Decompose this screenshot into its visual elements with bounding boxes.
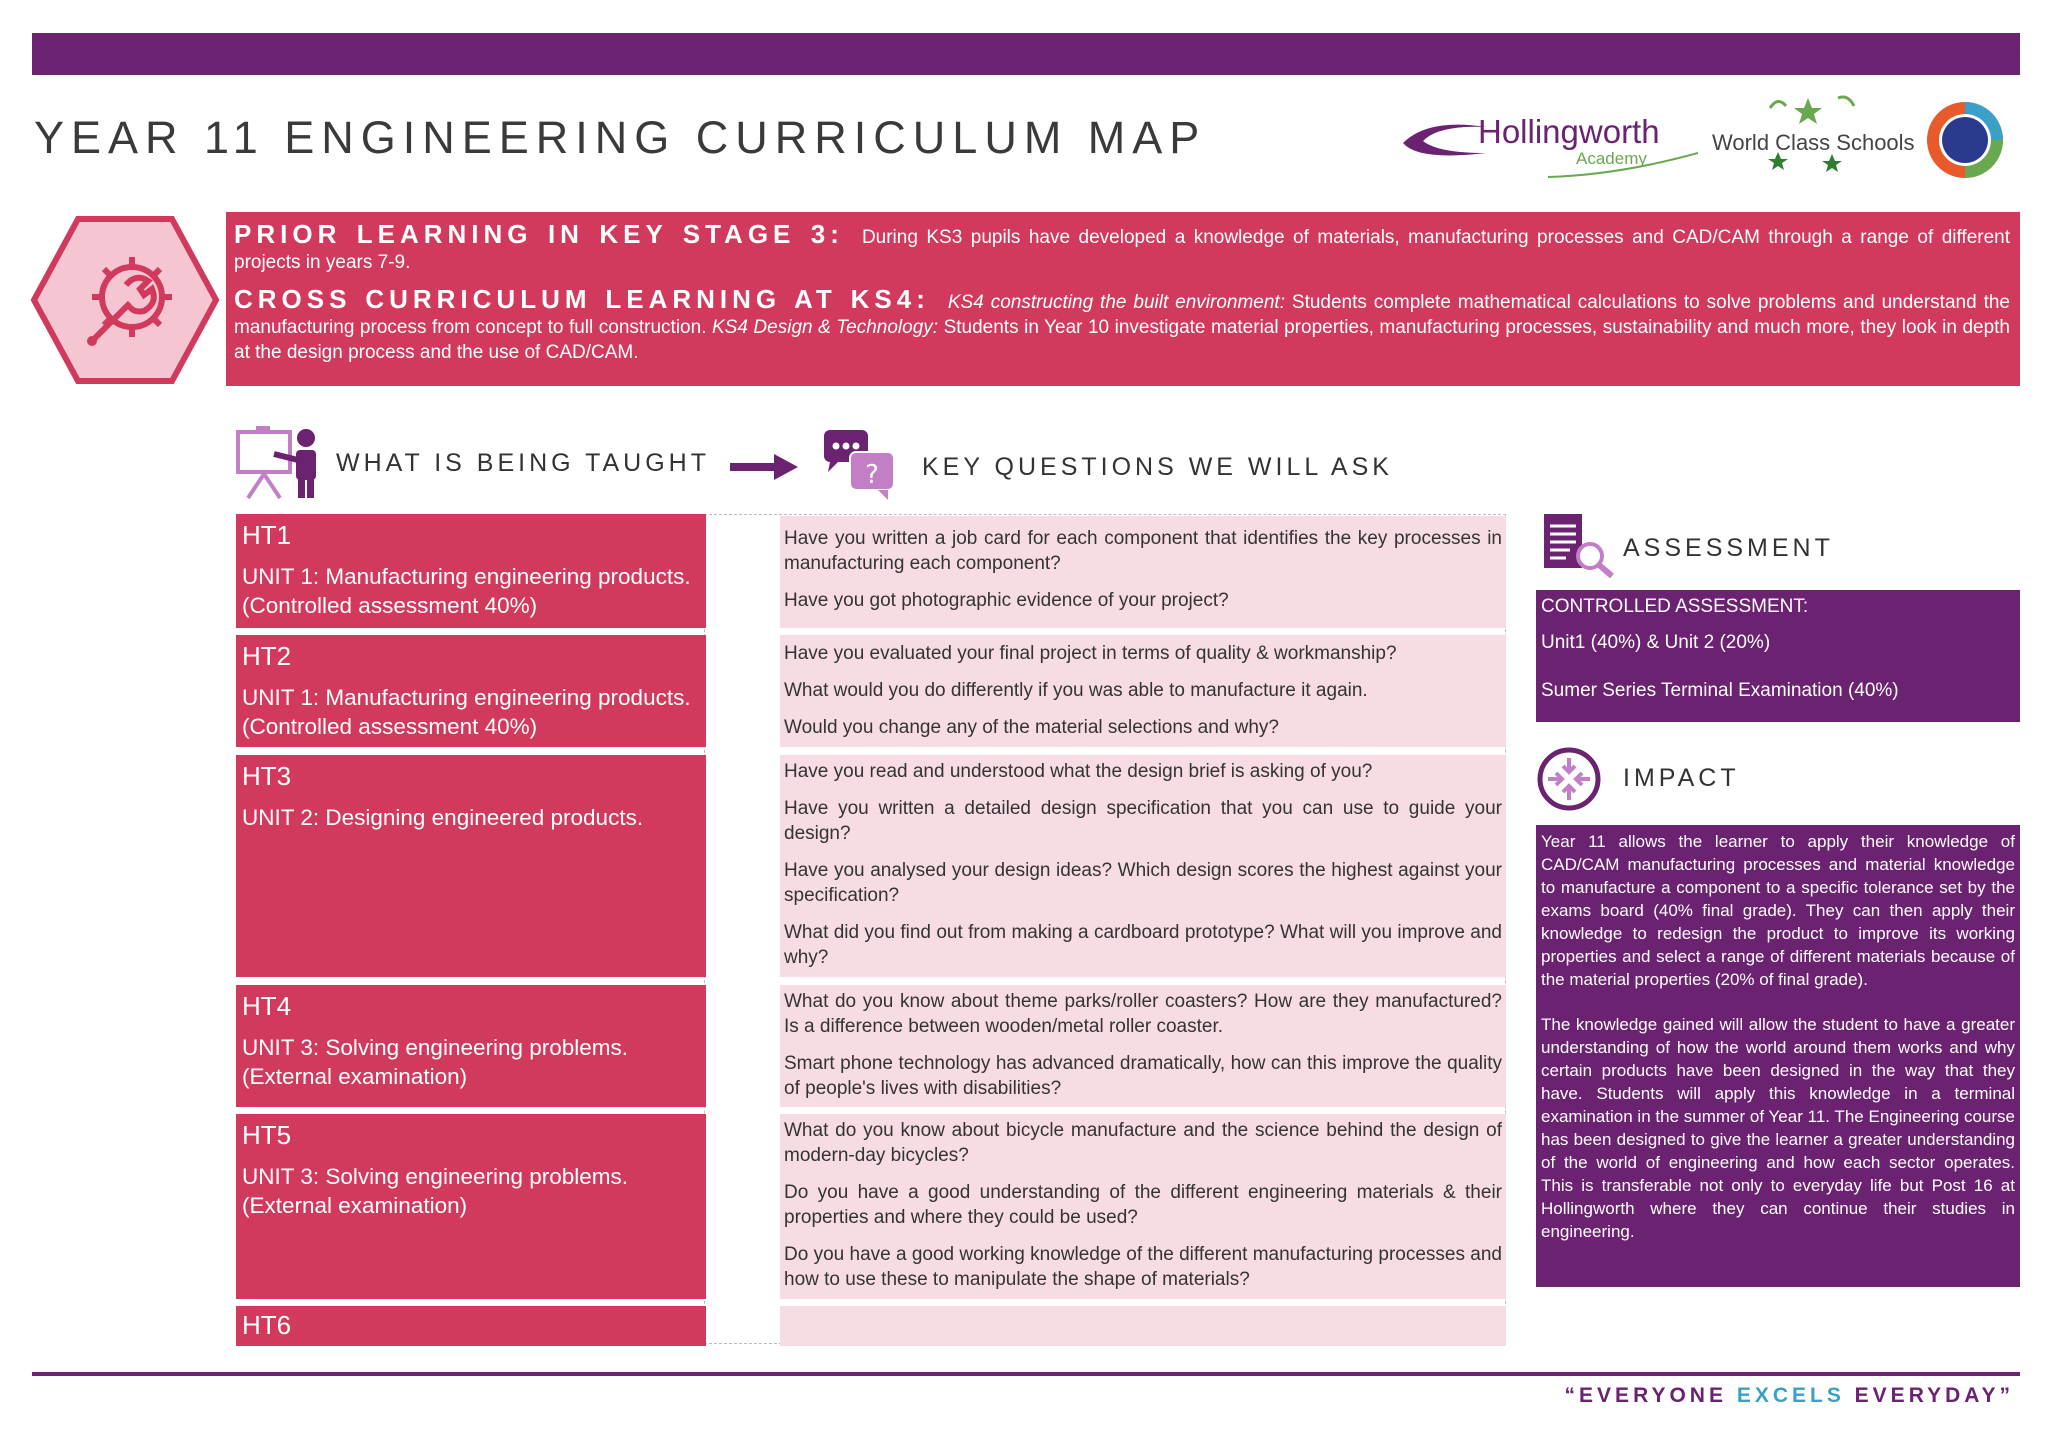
prior-learning-text (234, 219, 2010, 275)
underline-swoosh-icon (1398, 105, 1698, 185)
ht4-questions (780, 985, 1506, 1107)
badge-icon (1925, 100, 2005, 180)
taught-heading: WHAT IS BEING TAUGHT (336, 449, 711, 477)
ht5-label: HT5 (242, 1120, 292, 1150)
question-item: Have you read and understood what the design brief is asking of you? (784, 761, 1373, 782)
ht4-block (236, 985, 706, 1107)
world-class-schools-logo (1708, 92, 1918, 192)
assessment-heading: ASSESSMENT (1623, 534, 1834, 562)
engineering-hexagon-icon (30, 215, 220, 385)
question-item: What do you know about theme parks/roller coasters? How are they manufactured? Is a difference between wooden/metal roller coaster. (784, 991, 1502, 1037)
cross-ks4-built-label: KS4 constructing the built environment: (947, 292, 1285, 313)
motto (1565, 1384, 2014, 1408)
ht5-block (236, 1114, 706, 1299)
assessment-document-icon (1540, 512, 1616, 578)
questions-heading: KEY QUESTIONS WE WILL ASK (922, 453, 1393, 481)
arrow-right-icon (730, 452, 800, 482)
ht2-block (236, 635, 706, 747)
ht1-unit: UNIT 1: Manufacturing engineering products. (Controlled assessment 40%) (242, 564, 691, 618)
cross-ks4-dt-label: KS4 Design & Technology: (712, 317, 939, 338)
ht3-label: HT3 (242, 761, 292, 791)
question-item: Would you change any of the material selections and why? (784, 717, 1280, 738)
hollingworth-academy-logo (1398, 105, 1698, 185)
impact-paragraph-1: Year 11 allows the learner to apply their knowledge of CAD/CAM manufacturing processes and material knowledge to manufacture a component to a specific tolerance set by the exams board (40% final grade). They can then apply their knowledge to redesign the product to improve its working properties and select a range of different materials because of the material properties (20% of final grade). (1541, 832, 2015, 989)
motto-everyday: EVERYDAY” (1854, 1384, 2014, 1407)
impact-heading: IMPACT (1623, 764, 1740, 792)
ht3-questions (780, 755, 1506, 977)
motto-everyone: “EVERYONE (1564, 1384, 1737, 1407)
question-item: Have you analysed your design ideas? Which design scores the highest against your specification? (784, 860, 1502, 906)
question-item: Have you evaluated your final project in terms of quality & workmanship? (784, 643, 1397, 664)
question-item: Do you have a good understanding of the different engineering materials & their properties and where they could be used? (784, 1182, 1502, 1228)
logo-hollingworth-text: Hollingworth (1478, 113, 1660, 150)
ht6-label: HT6 (242, 1310, 292, 1340)
ht1-label: HT1 (242, 520, 292, 550)
impact-target-icon (1536, 746, 1602, 812)
logo-academy-text: Academy (1576, 149, 1647, 168)
ht3-block (236, 755, 706, 977)
question-item: What did you find out from making a cardboard prototype? What will you improve and why? (784, 922, 1502, 968)
footer-line (32, 1372, 2020, 1376)
ht1-questions (780, 516, 1506, 628)
controlled-assessment-label: CONTROLLED ASSESSMENT: (1541, 596, 1809, 617)
assessment-units: Unit1 (40%) & Unit 2 (20%) (1541, 632, 1771, 653)
prior-learning-body: During KS3 pupils have developed a knowledge of materials, manufacturing processes and CAD/CAM through a range of different projects in years 7-9. (234, 227, 2010, 273)
ht2-unit: UNIT 1: Manufacturing engineering products. (Controlled assessment 40%) (242, 685, 691, 739)
question-item: Have you got photographic evidence of your project? (784, 590, 1229, 611)
ht6-block (236, 1306, 706, 1346)
ht5-unit: UNIT 3: Solving engineering problems. (External examination) (242, 1164, 629, 1218)
ht2-label: HT2 (242, 641, 292, 671)
cross-curriculum-heading: CROSS CURRICULUM LEARNING AT KS4: (234, 284, 930, 314)
cross-curriculum-text (234, 284, 2010, 365)
everyone-excels-badge (1925, 100, 2005, 180)
ht4-label: HT4 (242, 991, 292, 1021)
page-title: YEAR 11 ENGINEERING CURRICULUM MAP (34, 112, 1207, 163)
question-item: What do you know about bicycle manufacture and the science behind the design of modern-day bicycles? (784, 1120, 1502, 1166)
assessment-exam: Sumer Series Terminal Examination (40%) (1541, 680, 1899, 701)
cross-ks4-dt-text: Students in Year 10 investigate material properties, manufacturing processes, sustainability and much more, they look in depth at the design process and the use of CAD/CAM. (234, 317, 2010, 363)
cross-ks4-built-text: Students complete mathematical calculations to solve problems and understand the manufacturing process from concept to full construction. (234, 292, 2010, 338)
prior-learning-heading: PRIOR LEARNING IN KEY STAGE 3: (234, 219, 844, 249)
teacher-board-icon (234, 424, 322, 500)
ht3-unit: UNIT 2: Designing engineered products. (242, 805, 644, 830)
ht4-unit: UNIT 3: Solving engineering problems. (External examination) (242, 1035, 629, 1089)
logo-wcs-text: World Class Schools (1712, 130, 1915, 155)
question-item: Have you written a detailed design specification that you can use to guide your design? (784, 798, 1502, 844)
ht5-questions (780, 1114, 1506, 1299)
impact-panel (1536, 825, 2020, 1287)
ht2-questions (780, 635, 1506, 747)
ht1-block (236, 514, 706, 628)
prior-learning-panel (226, 212, 2020, 386)
svg-text:?: ? (865, 460, 879, 490)
question-item: What would you do differently if you was able to manufacture it again. (784, 680, 1368, 701)
top-banner-bar (32, 33, 2020, 75)
motto-excels: EXCELS (1736, 1384, 1855, 1407)
question-item: Do you have a good working knowledge of the different manufacturing processes and how to use these to manipulate the shape of materials? (784, 1244, 1502, 1290)
question-item: Smart phone technology has advanced dramatically, how can this improve the quality of people's lives with disabilities? (784, 1053, 1502, 1099)
assessment-panel (1536, 590, 2020, 722)
impact-paragraph-2: The knowledge gained will allow the student to have a greater understanding of how the world around them works and why certain products have been designed in the way that they have. Students will apply this knowledge in a terminal examination in the summer of Year 11. The Engineering course has been designed to give the learner a greater understanding of the world of engineering and how each sector operates. This is transferable not only to everyday life but Post 16 at Hollingworth where they can continue their studies in engineering. (1541, 1015, 2015, 1241)
question-item: Have you written a job card for each component that identifies the key processes in manufacturing each component? (784, 528, 1502, 574)
question-chat-icon (822, 428, 898, 502)
ht6-questions (780, 1306, 1506, 1346)
